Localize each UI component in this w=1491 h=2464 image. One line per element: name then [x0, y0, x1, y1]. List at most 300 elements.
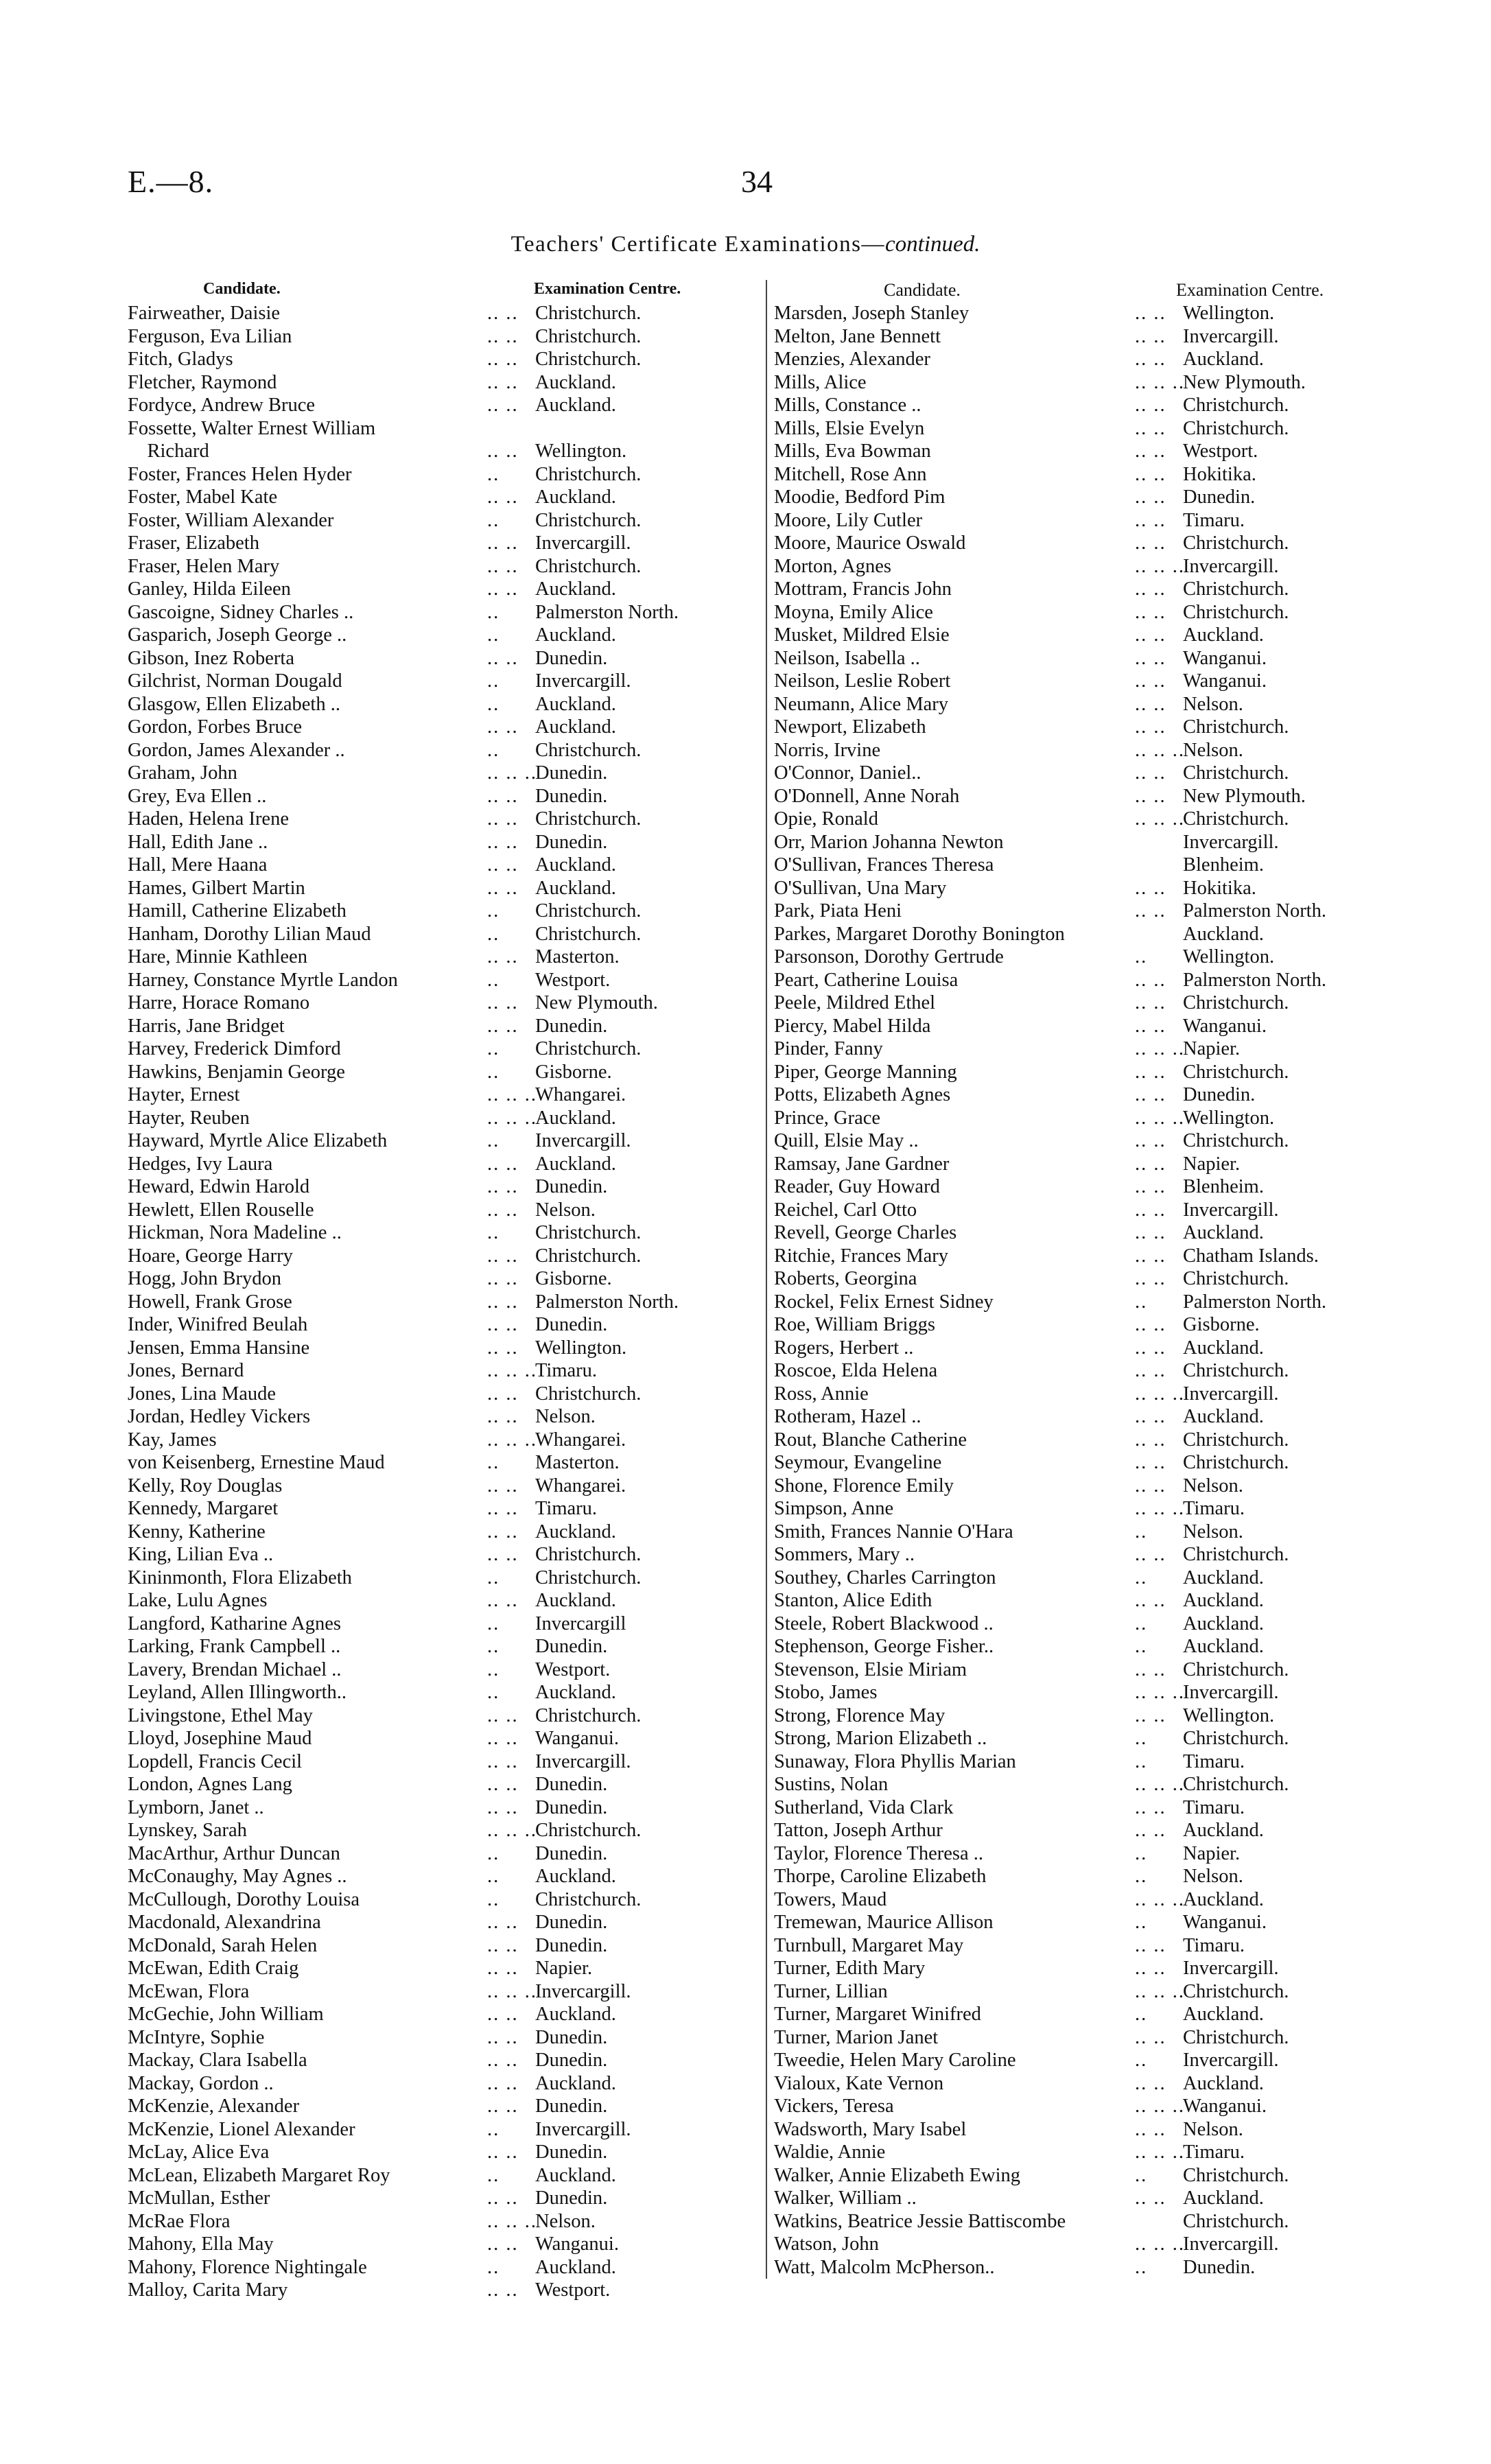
table-row [774, 1383, 1385, 1406]
left-rows [128, 302, 730, 2302]
leader-dots: .. .. [1135, 578, 1166, 600]
examination-centre: Christchurch. [535, 1222, 642, 1243]
candidate-name: Lopdell, Francis Cecil [128, 1750, 303, 1772]
table-row [774, 348, 1385, 371]
examination-centre: Christchurch. [1183, 1658, 1289, 1680]
candidate-name: O'Sullivan, Frances Theresa [774, 854, 994, 876]
examination-centre: Invercargill [535, 1612, 626, 1634]
examination-centre: Nelson. [1183, 2118, 1243, 2140]
examination-centre: Dunedin. [535, 1774, 608, 1795]
candidate-name: Mills, Constance .. [774, 395, 921, 416]
examination-centre: Invercargill. [1183, 831, 1279, 853]
table-row [774, 371, 1385, 395]
leader-dots: .. .. .. [1135, 1383, 1185, 1405]
examination-centre: Invercargill. [535, 532, 631, 554]
leader-dots: .. .. [1135, 1314, 1166, 1335]
candidate-name: Smith, Frances Nannie O'Hara [774, 1521, 1013, 1542]
examination-centre: Christchurch. [535, 349, 642, 370]
examination-centre: Christchurch. [1183, 601, 1289, 623]
candidate-name: Gibson, Inez Roberta [128, 647, 294, 669]
leader-dots: .. .. [1135, 1590, 1166, 1611]
leader-dots: .. [1135, 1291, 1148, 1313]
leader-dots: .. .. [1135, 1934, 1166, 1956]
candidate-name: Ferguson, Eva Lilian [128, 325, 292, 347]
examination-centre: Timaru. [1183, 1498, 1245, 1519]
candidate-name: Mitchell, Rose Ann [774, 463, 927, 485]
leader-dots: .. .. [1135, 2072, 1166, 2094]
examination-centre: Invercargill. [535, 1980, 631, 2002]
page-title [0, 232, 1491, 257]
examination-centre: Gisborne. [535, 1268, 612, 1289]
leader-dots: .. .. [1135, 463, 1166, 485]
leader-dots: .. .. [1135, 486, 1166, 508]
examination-centre: Christchurch. [1183, 992, 1289, 1013]
candidate-name: Reichel, Carl Otto [774, 1199, 917, 1221]
table-row [128, 1061, 730, 1084]
table-row [774, 2233, 1385, 2256]
candidate-name: Ramsay, Jane Gardner [774, 1153, 950, 1175]
examination-centre: Auckland. [1183, 1567, 1264, 1588]
candidate-name: Tremewan, Maurice Allison [774, 1912, 994, 1933]
leader-dots: .. .. [487, 395, 519, 416]
examination-centre: Christchurch. [535, 555, 642, 577]
table-row [128, 1911, 730, 1934]
examination-centre: Wanganui. [535, 1728, 619, 1749]
candidate-name: Piper, George Manning [774, 1061, 957, 1083]
candidate-name: Piercy, Mabel Hilda [774, 1015, 931, 1037]
candidate-name: O'Connor, Daniel.. [774, 762, 921, 784]
leader-dots: .. .. [487, 1958, 519, 1979]
candidate-name: Walker, Annie Elizabeth Ewing [774, 2164, 1021, 2186]
candidate-name: Turner, Lillian [774, 1980, 888, 2002]
examination-centre: Christchurch. [1183, 578, 1289, 600]
candidate-name: Hoare, George Harry [128, 1245, 293, 1267]
table-row [774, 1612, 1385, 1636]
table-row [128, 1704, 730, 1728]
examination-centre: Christchurch. [1183, 762, 1289, 784]
table-row [128, 1842, 730, 1866]
table-row [774, 1405, 1385, 1429]
table-row [774, 670, 1385, 693]
examination-centre: Auckland. [535, 1153, 616, 1175]
table-row [774, 693, 1385, 716]
examination-centre: Wellington. [1183, 1107, 1275, 1129]
candidate-name: Wadsworth, Mary Isabel [774, 2118, 967, 2140]
examination-centre: Dunedin. [535, 1015, 608, 1037]
table-row [128, 762, 730, 785]
candidate-name: Jones, Bernard [128, 1360, 244, 1381]
examination-centre: Timaru. [535, 1498, 598, 1519]
candidate-name: Steele, Robert Blackwood .. [774, 1612, 994, 1634]
leader-dots: .. [1135, 1567, 1148, 1588]
leader-dots: .. [1135, 1728, 1148, 1749]
examination-centre: Auckland. [535, 877, 616, 899]
candidate-name: Melton, Jane Bennett [774, 325, 941, 347]
table-row [128, 1221, 730, 1245]
table-row [774, 1199, 1385, 1222]
table-row [774, 1957, 1385, 1980]
examination-centre: Wellington. [535, 1337, 627, 1359]
examination-centre: Auckland. [535, 693, 616, 715]
candidate-name: Sunaway, Flora Phyllis Marian [774, 1750, 1016, 1772]
leader-dots: .. .. .. [487, 1429, 537, 1451]
leader-dots: .. .. .. [1135, 1682, 1185, 1703]
examination-centre: Christchurch. [535, 1038, 642, 1059]
candidate-name: Southey, Charles Carrington [774, 1567, 996, 1588]
candidate-name: Parkes, Margaret Dorothy Bonington [774, 923, 1065, 945]
candidate-name: Stephenson, George Fisher.. [774, 1636, 994, 1657]
leader-dots: .. .. [487, 532, 519, 554]
examination-centre: Timaru. [1183, 1934, 1245, 1956]
examination-centre: Dunedin. [535, 1314, 608, 1335]
leader-dots: .. .. [1135, 1199, 1166, 1221]
leader-dots: .. .. [1135, 349, 1166, 370]
table-row [774, 969, 1385, 992]
examination-centre: Christchurch. [535, 808, 642, 830]
examination-centre: Auckland. [535, 371, 616, 393]
candidate-name: Hickman, Nora Madeline .. [128, 1222, 342, 1243]
candidate-name: MacArthur, Arthur Duncan [128, 1842, 340, 1864]
table-row [774, 1567, 1385, 1590]
examination-centre: Dunedin. [535, 647, 608, 669]
examination-centre: Christchurch. [1183, 395, 1289, 416]
examination-centre: Auckland. [1183, 624, 1264, 646]
examination-centre: Auckland. [1183, 2004, 1264, 2025]
table-row [128, 1521, 730, 1544]
table-row [774, 1129, 1385, 1153]
examination-centre: Auckland. [1183, 1612, 1264, 1634]
examination-centre: Auckland. [535, 1866, 616, 1887]
leader-dots: .. [1135, 1521, 1148, 1542]
examination-centre: Dunedin. [535, 1796, 608, 1818]
leader-dots: .. .. [1135, 1958, 1166, 1979]
leader-dots: .. .. [487, 1498, 519, 1519]
examination-centre: Palmerston North. [1183, 969, 1326, 991]
examination-centre: Dunedin. [1183, 2256, 1256, 2278]
leader-dots: .. .. [487, 1383, 519, 1405]
table-row [774, 1865, 1385, 1888]
table-row [128, 2279, 730, 2302]
leader-dots: .. .. [487, 303, 519, 324]
candidate-name: Hayter, Ernest [128, 1084, 240, 1105]
table-row [128, 1015, 730, 1038]
candidate-name: Macdonald, Alexandrina [128, 1912, 321, 1933]
examination-centre: Napier. [1183, 1153, 1241, 1175]
candidate-name: McRae Flora [128, 2210, 231, 2232]
leader-dots: .. .. .. [1135, 739, 1185, 761]
centre-header: Examination Centre. [534, 280, 681, 298]
examination-centre: Napier. [1183, 1038, 1241, 1059]
table-row [774, 1911, 1385, 1934]
examination-centre: Christchurch. [535, 1544, 642, 1565]
table-row [774, 2095, 1385, 2118]
candidate-name: Stevenson, Elsie Miriam [774, 1658, 967, 1680]
candidate-name: Howell, Frank Grose [128, 1291, 292, 1313]
examination-centre: Napier. [1183, 1842, 1241, 1864]
table-row [774, 1842, 1385, 1866]
examination-centre: Invercargill. [535, 1750, 631, 1772]
candidate-name: Rotheram, Hazel .. [774, 1406, 921, 1427]
examination-centre: Masterton. [535, 946, 620, 967]
candidate-name: McKenzie, Lionel Alexander [128, 2118, 355, 2140]
table-row [128, 2210, 730, 2233]
table-row [128, 1337, 730, 1360]
leader-dots: .. .. [487, 1245, 519, 1267]
candidate-name: Lake, Lulu Agnes [128, 1590, 268, 1611]
candidate-name: Gordon, Forbes Bruce [128, 716, 303, 738]
candidate-name: Marsden, Joseph Stanley [774, 303, 970, 324]
examination-centre: Christchurch. [1183, 716, 1289, 738]
examination-centre: Dunedin. [535, 1934, 608, 1956]
candidate-name: Thorpe, Caroline Elizabeth [774, 1866, 987, 1887]
leader-dots: .. .. [1135, 693, 1166, 715]
examination-centre: New Plymouth. [1183, 785, 1306, 807]
leader-dots: .. .. .. [487, 1360, 537, 1381]
candidate-name: Lavery, Brendan Michael .. [128, 1658, 342, 1680]
leader-dots: .. .. [487, 1521, 519, 1542]
candidate-name: Stobo, James [774, 1682, 878, 1703]
table-row [774, 1521, 1385, 1544]
examination-centre: Westport. [1183, 441, 1258, 462]
candidate-name: McDonald, Sarah Helen [128, 1934, 318, 1956]
table-row [774, 1175, 1385, 1199]
examination-centre: Auckland. [535, 395, 616, 416]
table-row [774, 440, 1385, 463]
candidate-name: Hogg, John Brydon [128, 1268, 282, 1289]
candidate-name: Mackay, Clara Isabella [128, 2050, 307, 2071]
leader-dots: .. .. [487, 946, 519, 967]
candidate-name: Lymborn, Janet .. [128, 1796, 264, 1818]
table-row [128, 1475, 730, 1498]
examination-centre: Dunedin. [535, 1636, 608, 1657]
leader-dots: .. [487, 900, 500, 922]
leader-dots: .. .. [487, 2072, 519, 2094]
table-row [774, 1475, 1385, 1498]
candidate-name: Stanton, Alice Edith [774, 1590, 932, 1611]
candidate-name: Inder, Winifred Beulah [128, 1314, 308, 1335]
candidate-name: Mills, Eva Bowman [774, 441, 931, 462]
examination-centre: Christchurch. [535, 923, 642, 945]
table-row [774, 2049, 1385, 2072]
leader-dots: .. .. .. [1135, 1498, 1185, 1519]
table-row [774, 854, 1385, 877]
leader-dots: .. .. [487, 1912, 519, 1933]
examination-centre: Invercargill. [1183, 555, 1279, 577]
leader-dots: .. [487, 1567, 500, 1588]
leader-dots: .. .. [1135, 1015, 1166, 1037]
leader-dots: .. .. [487, 831, 519, 853]
leader-dots: .. .. [487, 1590, 519, 1611]
examination-centre: Auckland. [1183, 1636, 1264, 1657]
examination-centre: Invercargill. [1183, 1682, 1279, 1703]
leader-dots: .. [487, 624, 500, 646]
candidate-name: Waldie, Annie [774, 2142, 886, 2163]
leader-dots: .. [487, 1038, 500, 1059]
table-row [774, 647, 1385, 670]
candidate-name: Morton, Agnes [774, 555, 891, 577]
candidate-name: Quill, Elsie May .. [774, 1130, 919, 1151]
page-number: 34 [741, 164, 773, 199]
leader-dots: .. .. [1135, 532, 1166, 554]
examination-centre: Auckland. [1183, 2187, 1264, 2209]
leader-dots: .. .. [1135, 1084, 1166, 1105]
examination-centre: Auckland. [1183, 1222, 1264, 1243]
table-row [774, 2118, 1385, 2142]
leader-dots: .. .. [1135, 1658, 1166, 1680]
candidate-name: Fitch, Gladys [128, 349, 233, 370]
table-row [128, 1727, 730, 1750]
leader-dots: .. .. [1135, 303, 1166, 324]
leader-dots: .. .. [1135, 417, 1166, 439]
table-row [128, 1451, 730, 1475]
examination-centre: Auckland. [535, 1682, 616, 1703]
leader-dots: .. .. .. [487, 1980, 537, 2002]
leader-dots: .. .. [487, 2279, 519, 2301]
table-row [128, 1313, 730, 1337]
examination-centre: Auckland. [1183, 1406, 1264, 1427]
candidate-name: Foster, William Alexander [128, 509, 334, 531]
candidate-name: Peele, Mildred Ethel [774, 992, 936, 1013]
candidate-name: Shone, Florence Emily [774, 1475, 954, 1497]
examination-centre: Palmerston North. [535, 601, 679, 623]
candidate-name: King, Lilian Eva .. [128, 1544, 274, 1565]
candidate-name: Roscoe, Elda Helena [774, 1360, 938, 1381]
table-row [774, 1819, 1385, 1842]
table-row [128, 1291, 730, 1314]
table-row [774, 1727, 1385, 1750]
candidate-name: Tweedie, Helen Mary Caroline [774, 2050, 1016, 2071]
candidate-name: Ritchie, Frances Mary [774, 1245, 949, 1267]
candidate-name: Hames, Gilbert Martin [128, 877, 305, 899]
candidate-header: Candidate. [884, 280, 961, 300]
leader-dots: .. [487, 1222, 500, 1243]
examination-centre: Christchurch. [535, 1888, 642, 1910]
table-row [128, 2256, 730, 2279]
candidate-name: Tatton, Joseph Arthur [774, 1820, 943, 1841]
examination-centre: Dunedin. [535, 2026, 608, 2048]
leader-dots: .. .. [487, 1728, 519, 1749]
leader-dots: .. .. [1135, 877, 1166, 899]
examination-centre: Auckland. [1183, 1888, 1264, 1910]
leader-dots: .. [487, 1612, 500, 1634]
leader-dots: .. .. [1135, 441, 1166, 462]
leader-dots: .. [1135, 1912, 1148, 1933]
examination-centre: Nelson. [1183, 1475, 1243, 1497]
leader-dots: .. [487, 1658, 500, 1680]
examination-centre: Auckland. [535, 1590, 616, 1611]
examination-centre: Dunedin. [535, 762, 608, 784]
examination-centre: Christchurch. [535, 509, 642, 531]
leader-dots: .. .. [1135, 900, 1166, 922]
leader-dots: .. .. [1135, 1820, 1166, 1841]
candidate-name: Kenny, Katherine [128, 1521, 266, 1542]
examination-centre: Auckland. [1183, 1590, 1264, 1611]
examination-centre: Nelson. [1183, 693, 1243, 715]
candidate-name: Harney, Constance Myrtle Landon [128, 969, 398, 991]
examination-centre: Christchurch. [1183, 1774, 1289, 1795]
table-row [128, 1497, 730, 1521]
examination-centre: Christchurch. [1183, 1061, 1289, 1083]
leader-dots: .. .. [487, 555, 519, 577]
examination-centre: Timaru. [1183, 1796, 1245, 1818]
candidate-name: Larking, Frank Campbell .. [128, 1636, 341, 1657]
table-row [774, 1061, 1385, 1084]
table-row [774, 486, 1385, 509]
examination-centre: Christchurch. [535, 1245, 642, 1267]
candidate-name: McLean, Elizabeth Margaret Roy [128, 2164, 390, 2186]
examination-centre: Auckland. [1183, 923, 1264, 945]
table-row [128, 1934, 730, 1958]
table-row [128, 992, 730, 1015]
examination-centre: Wellington. [1183, 1704, 1275, 1726]
leader-dots: .. .. [1135, 1061, 1166, 1083]
candidate-name: Moyna, Emily Alice [774, 601, 933, 623]
leader-dots: .. .. [487, 1337, 519, 1359]
leader-dots: .. .. [1135, 762, 1166, 784]
table-row [774, 2072, 1385, 2096]
candidate-name: Lynskey, Sarah [128, 1820, 247, 1841]
examination-centre: Invercargill. [1183, 2233, 1279, 2255]
table-row [128, 1153, 730, 1176]
examination-centre: Auckland. [535, 2164, 616, 2186]
examination-centre: Whangarei. [535, 1084, 626, 1105]
leader-dots: .. .. .. [1135, 2142, 1185, 2163]
examination-centre: Wellington. [535, 441, 627, 462]
table-row [128, 578, 730, 601]
table-row [774, 578, 1385, 601]
examination-centre: Christchurch. [535, 1383, 642, 1405]
leader-dots: .. .. [487, 1268, 519, 1289]
examination-centre: Nelson. [535, 2210, 596, 2232]
candidate-name: Mills, Elsie Evelyn [774, 417, 925, 439]
table-row [774, 1313, 1385, 1337]
candidate-name: Leyland, Allen Illingworth.. [128, 1682, 347, 1703]
leader-dots: .. .. [1135, 1176, 1166, 1197]
candidate-name: Watson, John [774, 2233, 879, 2255]
candidate-name: Mills, Alice [774, 371, 867, 393]
candidate-name: Neumann, Alice Mary [774, 693, 949, 715]
candidate-name: Simpson, Anne [774, 1498, 894, 1519]
examination-centre: Christchurch. [535, 325, 642, 347]
leader-dots: .. .. [487, 808, 519, 830]
leader-dots: .. .. .. [1135, 1107, 1185, 1129]
leader-dots: .. .. [487, 647, 519, 669]
candidate-name: Hall, Edith Jane .. [128, 831, 268, 853]
table-row [128, 509, 730, 532]
candidate-name: Mahony, Florence Nightingale [128, 2256, 367, 2278]
candidate-name: Rout, Blanche Catherine [774, 1429, 967, 1451]
leader-dots: .. [1135, 2164, 1148, 2186]
leader-dots: .. [487, 2164, 500, 2186]
table-row [128, 1865, 730, 1888]
table-row [128, 394, 730, 417]
table-row [774, 1750, 1385, 1774]
leader-dots: .. [487, 739, 500, 761]
leader-dots: .. .. [487, 2004, 519, 2025]
examination-centre: Dunedin. [535, 1176, 608, 1197]
table-row [128, 1267, 730, 1291]
candidate-name: Harvey, Frederick Dimford [128, 1038, 341, 1059]
leader-dots: .. .. [1135, 716, 1166, 738]
table-row [128, 486, 730, 509]
examination-centre: Timaru. [1183, 509, 1245, 531]
examination-centre: Chatham Islands. [1183, 1245, 1319, 1267]
table-row [128, 900, 730, 923]
examination-centre: Wellington. [1183, 303, 1275, 324]
candidate-name: Menzies, Alexander [774, 349, 930, 370]
table-row [774, 1681, 1385, 1704]
candidate-name: Neilson, Isabella .. [774, 647, 920, 669]
